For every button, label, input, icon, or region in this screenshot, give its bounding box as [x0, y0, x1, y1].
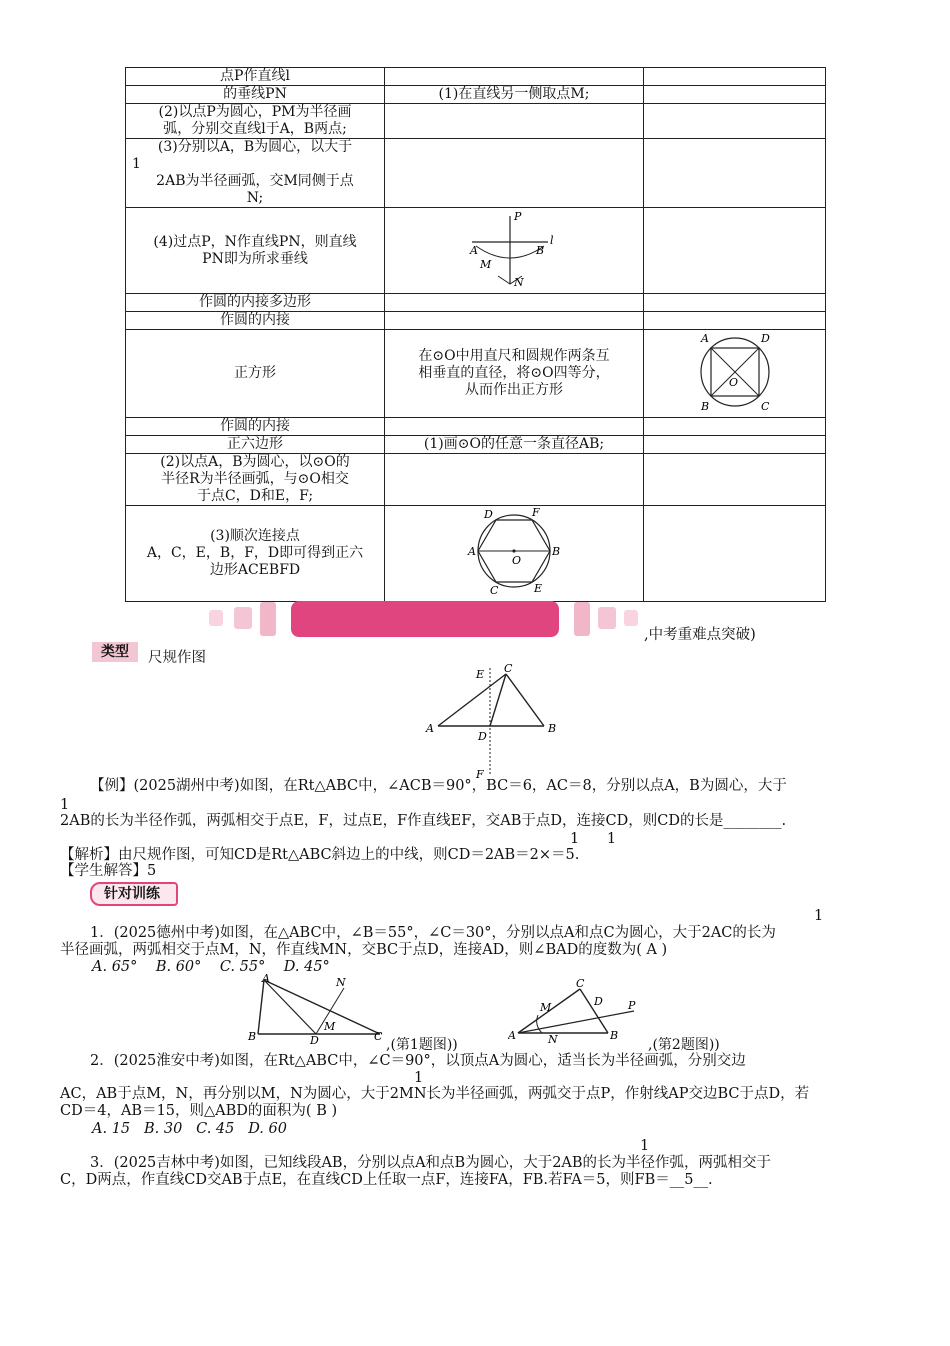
q1-options: A. 65° B. 60° C. 55° D. 45° [92, 959, 330, 975]
svg-text:P: P [628, 999, 636, 1012]
table-cell: 作圆的内接 [126, 418, 385, 436]
svg-text:B: B [536, 244, 545, 257]
q1-line-1: 1．(2025德州中考)如图，在△ABC中，∠B＝55°，∠C＝30°，分别以点A和点C为圆心，大于2AC的长为 [90, 925, 776, 941]
type-tag: 类型 [92, 642, 138, 662]
svg-text:A: A [262, 972, 270, 985]
table-cell: (2)以点A，B为圆心，以⊙O的 半径R为半径画弧，与⊙O相交 于点C，D和E，F; [126, 454, 385, 506]
svg-text:C: C [374, 1030, 383, 1043]
table-cell: (1)画⊙O的任意一条直径AB; [385, 436, 644, 454]
svg-text:A: A [508, 1029, 516, 1042]
banner-decor [234, 607, 252, 629]
section-banner [291, 601, 559, 637]
q3-fraction-numerator: 1 [640, 1138, 650, 1154]
q3-line-1: 3．(2025吉林中考)如图，已知线段AB，分别以点A和点B为圆心，大于2AB的长为半径作弧，两弧相交于 [90, 1155, 772, 1171]
table-cell: 点P作直线l [126, 68, 385, 86]
table-cell: 作圆的内接多边形 [126, 294, 385, 312]
svg-text:M: M [540, 1001, 552, 1014]
svg-text:B: B [552, 545, 561, 558]
svg-text:F: F [532, 506, 540, 519]
banner-title: ,中考重难点突破) [644, 627, 756, 643]
q2-line-2: AC，AB于点M，N，再分别以M，N为圆心，大于2MN长为半径画弧，两弧交于点P，作射线AP交边BC于点D，若 [60, 1086, 810, 1102]
inscribed-hexagon-figure [466, 506, 562, 596]
svg-text:A: A [468, 545, 476, 558]
svg-text:B: B [548, 722, 557, 735]
training-label: 针对训练 [104, 886, 160, 902]
table-cell: 正方形 [126, 330, 385, 418]
construction-table [125, 67, 826, 602]
hexagon-figure-cell [385, 506, 644, 602]
banner-decor [624, 610, 638, 626]
svg-text:B: B [610, 1029, 619, 1042]
table-cell: (1)在直线另一侧取点M; [385, 86, 644, 104]
q1-fraction-numerator: 1 [814, 908, 824, 924]
svg-text:D: D [594, 995, 603, 1008]
q2-line-1: 2．(2025淮安中考)如图，在Rt△ABC中，∠C＝90°，以顶点A为圆心，适当长为半径画弧，分别交边 [90, 1053, 746, 1069]
table-cell: (3)分别以A，B为圆心，以大于 1 2AB为半径画弧，交M同侧于点 N; [126, 139, 385, 208]
svg-text:C: C [760, 400, 769, 412]
banner-decor [209, 610, 223, 626]
banner-decor [598, 607, 616, 629]
svg-text:P: P [514, 210, 522, 223]
svg-text:O: O [512, 554, 522, 567]
q2-fraction-numerator: 1 [414, 1070, 424, 1086]
svg-text:E: E [534, 582, 543, 595]
svg-text:E: E [476, 668, 485, 681]
banner-decor [260, 602, 276, 636]
svg-text:A: A [426, 722, 434, 735]
q2-options: A. 15 B. 30 C. 45 D. 60 [92, 1121, 287, 1137]
q2-line-3: CD＝4，AB＝15，则△ABD的面积为( B ) [60, 1103, 338, 1119]
figure-2-caption: ,(第2题图)) [648, 1037, 720, 1053]
banner-decor [574, 602, 590, 636]
svg-text:M: M [324, 1020, 336, 1033]
table-cell: 在⊙O中用直尺和圆规作两条互 相垂直的直径，将⊙O四等分， 从而作出正方形 [385, 330, 644, 418]
table-cell: (3)顺次连接点 A，C，E，B，F，D即可得到正六 边形ACEBFD [126, 506, 385, 602]
svg-text:D: D [484, 508, 493, 521]
table-cell: 正六边形 [126, 436, 385, 454]
svg-text:A: A [470, 244, 478, 257]
svg-text:N: N [514, 276, 524, 288]
svg-text:N: N [336, 976, 346, 989]
svg-text:D: D [760, 332, 770, 345]
example-line-1: 【例】(2025湖州中考)如图，在Rt△ABC中，∠ACB＝90°，BC＝6，AC＝8，分别以点A，B为圆心，大于 [90, 778, 787, 794]
svg-text:N: N [548, 1033, 558, 1043]
question-2-figure [508, 975, 658, 1043]
svg-text:B: B [248, 1030, 257, 1043]
q1-line-2: 半径画弧，两弧相交于点M，N，作直线MN，交BC于点D，连接AD，则∠BAD的度数为( A ) [60, 942, 668, 958]
analysis-line: 【解析】由尺规作图，可知CD是Rt△ABC斜边上的中线，则CD＝2AB＝2×＝5. [60, 847, 580, 863]
figure-1-caption: ,(第1题图)) [386, 1037, 458, 1053]
svg-text:B: B [700, 400, 709, 412]
analysis-fraction-numerators: 1 1 [570, 831, 617, 847]
svg-text:D: D [310, 1034, 319, 1044]
svg-text:C: C [490, 584, 499, 596]
perpendicular-construction-figure [464, 208, 564, 288]
table-cell: 作圆的内接 [126, 312, 385, 330]
square-figure-cell [644, 330, 826, 418]
svg-text:F: F [476, 768, 484, 780]
example-triangle-figure [420, 658, 570, 780]
svg-text:M: M [480, 258, 492, 271]
question-1-figure [244, 972, 394, 1044]
inscribed-square-figure [687, 330, 783, 412]
table-cell: 的垂线PN [126, 86, 385, 104]
type-title: 尺规作图 [148, 650, 206, 666]
table-cell: (4)过点P，N作直线PN，则直线 PN即为所求垂线 [126, 208, 385, 294]
svg-text:C: C [504, 662, 513, 675]
example-line-2: 2AB的长为半径作弧，两弧相交于点E，F，过点E，F作直线EF，交AB于点D，连接CD，则CD的长是________. [60, 813, 787, 829]
svg-text:A: A [700, 332, 709, 345]
svg-text:D: D [478, 730, 487, 743]
student-answer: 【学生解答】5 [60, 863, 157, 879]
example-fraction-numerator: 1 [60, 797, 70, 813]
svg-text:O: O [728, 376, 738, 389]
table-cell: (2)以点P为圆心，PM为半径画 弧，分别交直线l于A，B两点; [126, 104, 385, 139]
svg-text:C: C [576, 977, 585, 990]
svg-text:l: l [550, 234, 554, 247]
q3-line-2: C，D两点，作直线CD交AB于点E，在直线CD上任取一点F，连接FA，FB.若FA＝5，则FB＝__5__. [60, 1172, 713, 1188]
perpendicular-figure-cell [385, 208, 644, 294]
